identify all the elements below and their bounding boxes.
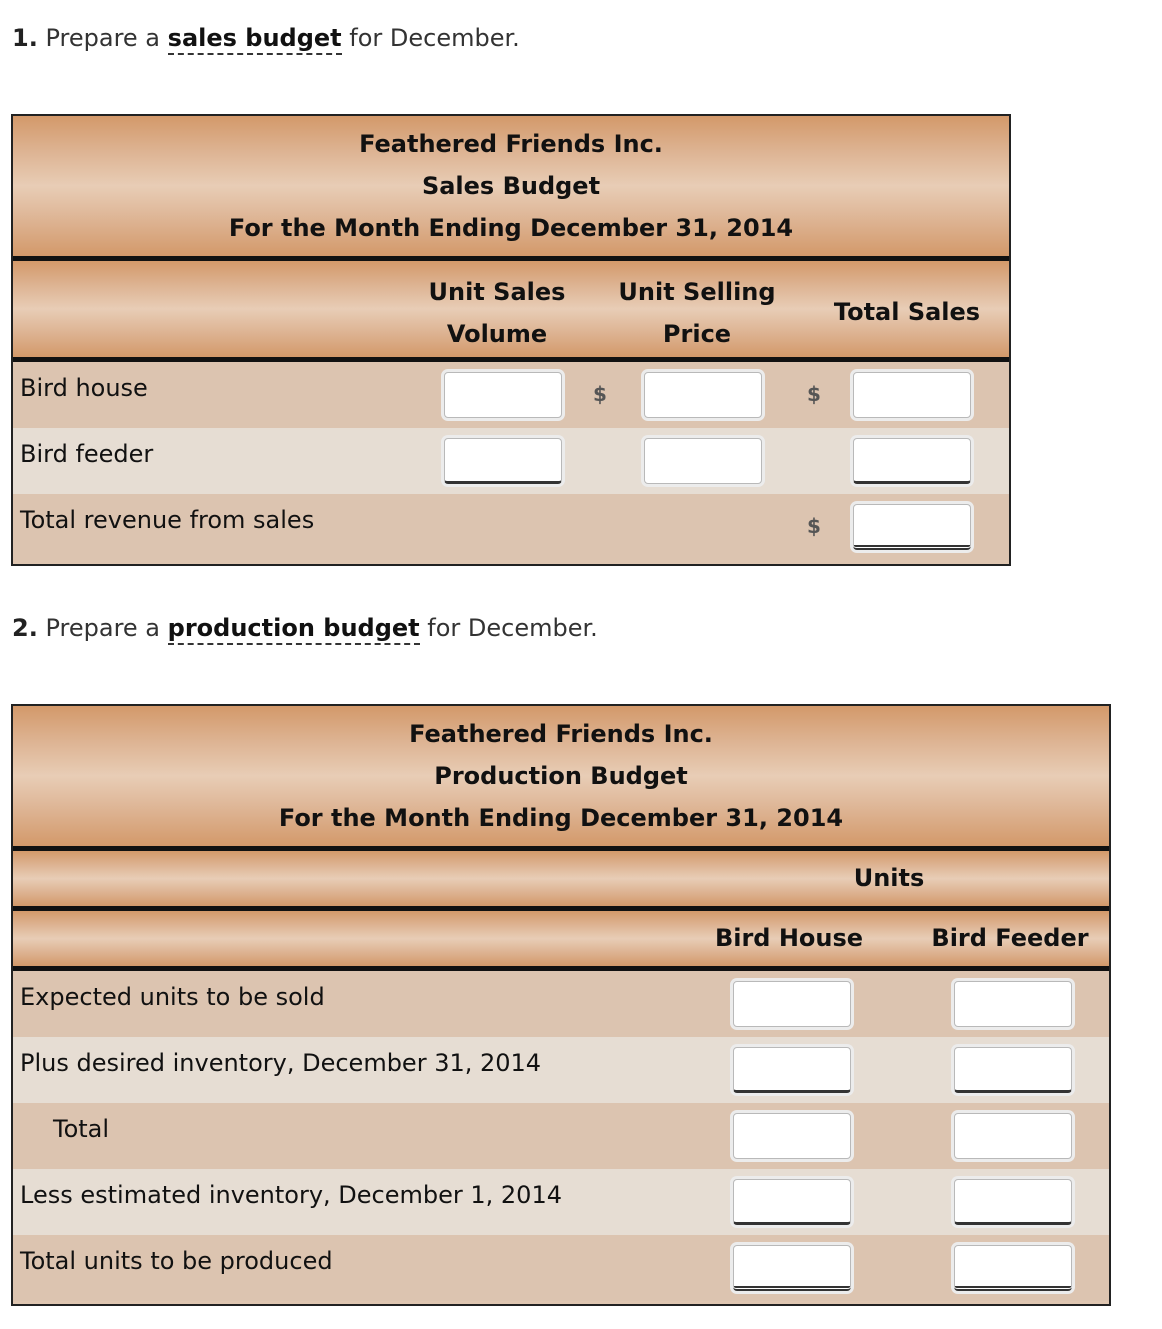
row-label-expected-units: Expected units to be sold xyxy=(20,983,325,1011)
dollar-sign: $ xyxy=(593,382,607,406)
question-number: 1. xyxy=(12,24,38,52)
row-label-total: Total xyxy=(53,1115,110,1143)
bird-feeder-total-sales-input[interactable] xyxy=(853,438,971,484)
question-2 xyxy=(12,614,598,642)
table-row xyxy=(13,428,1009,494)
table-row xyxy=(13,1169,1109,1235)
units-header-band xyxy=(13,851,1109,906)
glossary-term-production-budget[interactable]: production budget xyxy=(168,614,420,645)
bird-house-unit-sales-input[interactable] xyxy=(444,372,562,418)
total-bird-feeder-input[interactable] xyxy=(954,1113,1072,1159)
budget-period: For the Month Ending December 31, 2014 xyxy=(228,214,794,242)
sales-budget-column-headers xyxy=(13,261,1009,357)
table-row xyxy=(13,362,1009,428)
question-1 xyxy=(12,24,520,52)
column-header-unit-sales-volume: Unit Sales Volume xyxy=(428,278,566,348)
table-row xyxy=(13,1103,1109,1169)
question-text-post: for December. xyxy=(427,614,598,642)
row-label-desired-inventory: Plus desired inventory, December 31, 2014 xyxy=(20,1049,542,1077)
expected-units-bird-feeder-input[interactable] xyxy=(954,981,1072,1027)
column-header-total-sales: Total Sales xyxy=(833,298,981,326)
column-header-unit-selling-price: Unit Selling Price xyxy=(618,278,776,348)
budget-title: Sales Budget xyxy=(421,172,601,200)
question-number: 2. xyxy=(12,614,38,642)
desired-inventory-bird-feeder-input[interactable] xyxy=(954,1047,1072,1093)
total-revenue-input[interactable] xyxy=(853,504,971,550)
expected-units-bird-house-input[interactable] xyxy=(733,981,851,1027)
column-header-bird-house: Bird House xyxy=(714,924,864,952)
company-name: Feathered Friends Inc. xyxy=(409,720,713,748)
production-budget-table xyxy=(11,704,1111,1306)
units-produced-bird-feeder-input[interactable] xyxy=(954,1245,1072,1291)
question-text-post: for December. xyxy=(349,24,520,52)
production-budget-title-block xyxy=(13,706,1109,846)
bird-feeder-unit-price-input[interactable] xyxy=(644,438,762,484)
units-produced-bird-house-input[interactable] xyxy=(733,1245,851,1291)
bird-house-total-sales-input[interactable] xyxy=(853,372,971,418)
bird-feeder-unit-sales-input[interactable] xyxy=(444,438,562,484)
glossary-term-sales-budget[interactable]: sales budget xyxy=(168,24,342,55)
question-text-pre: Prepare a xyxy=(45,614,161,642)
estimated-inventory-bird-feeder-input[interactable] xyxy=(954,1179,1072,1225)
dollar-sign: $ xyxy=(807,514,821,538)
table-row xyxy=(13,494,1009,560)
column-group-header-units: Units xyxy=(853,864,925,892)
budget-period: For the Month Ending December 31, 2014 xyxy=(278,804,844,832)
total-bird-house-input[interactable] xyxy=(733,1113,851,1159)
dollar-sign: $ xyxy=(807,382,821,406)
table-row xyxy=(13,1037,1109,1103)
column-header-bird-feeder: Bird Feeder xyxy=(931,924,1089,952)
question-text-pre: Prepare a xyxy=(45,24,161,52)
row-label-estimated-inventory: Less estimated inventory, December 1, 2014 xyxy=(20,1181,562,1209)
desired-inventory-bird-house-input[interactable] xyxy=(733,1047,851,1093)
company-name: Feathered Friends Inc. xyxy=(359,130,663,158)
row-label-bird-house: Bird house xyxy=(20,374,148,402)
budget-title: Production Budget xyxy=(434,762,688,790)
bird-house-unit-price-input[interactable] xyxy=(644,372,762,418)
table-row xyxy=(13,971,1109,1037)
sales-budget-title-block xyxy=(13,116,1009,256)
production-budget-column-headers xyxy=(13,911,1109,966)
estimated-inventory-bird-house-input[interactable] xyxy=(733,1179,851,1225)
row-label-total-revenue: Total revenue from sales xyxy=(20,506,315,534)
table-row xyxy=(13,1235,1109,1301)
row-label-bird-feeder: Bird feeder xyxy=(20,440,154,468)
row-label-units-produced: Total units to be produced xyxy=(20,1247,333,1275)
sales-budget-table xyxy=(11,114,1011,566)
